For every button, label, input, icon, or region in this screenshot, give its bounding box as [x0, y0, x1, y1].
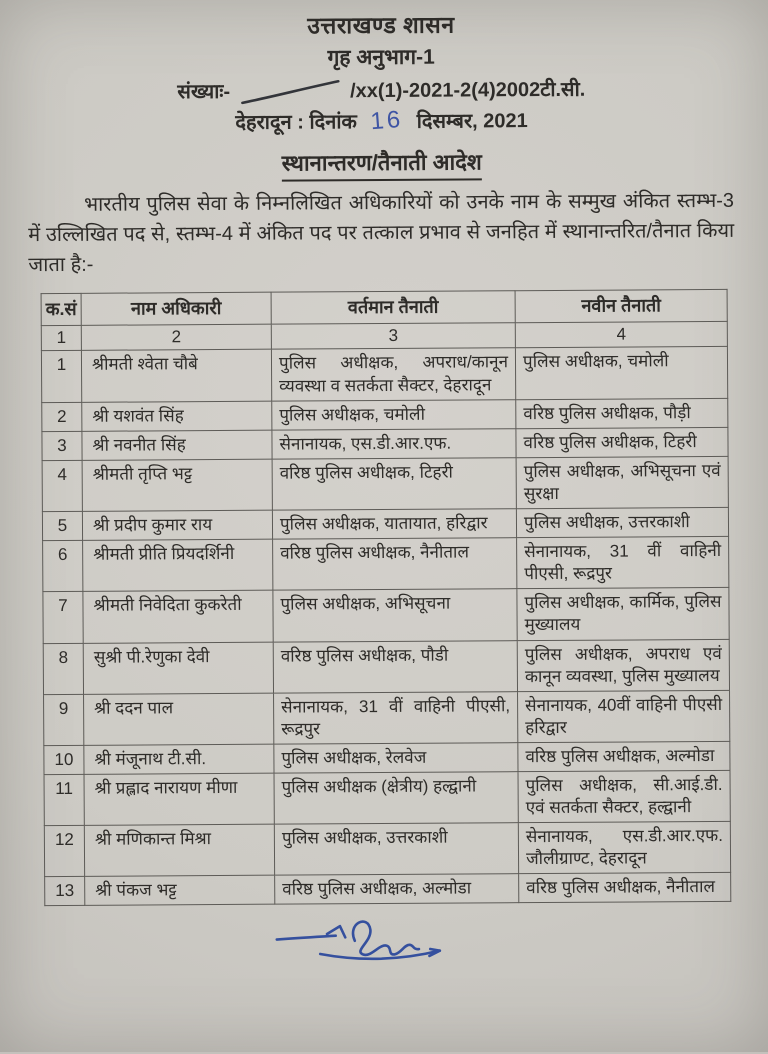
cell-serial: 11 [44, 774, 84, 825]
title-row [0, 145, 766, 184]
order-table-body [41, 347, 730, 906]
cell-current-posting: वरिष्ठ पुलिस अधीक्षक, अल्मोडा [275, 874, 519, 905]
cell-officer-name: श्रीमती निवेदिता कुकरेती [83, 591, 273, 643]
cell-new-posting: वरिष्ठ पुलिस अधीक्षक, अल्मोडा [518, 741, 730, 771]
table-row [44, 690, 730, 745]
table-row [43, 537, 729, 592]
cell-officer-name: श्रीमती प्रीति प्रियदर्शिनी [83, 539, 273, 591]
cell-current-posting: पुलिस अधीक्षक, अपराध/कानून व्यवस्था व सतर्कता सैक्टर, देहरादून [271, 348, 515, 401]
date-tail: दिसम्बर, 2021 [416, 110, 528, 133]
cell-current-posting: वरिष्ठ पुलिस अधीक्षक, पौडी [273, 640, 517, 693]
table-row [44, 741, 730, 774]
cell-officer-name: श्री प्रदीप कुमार राय [82, 510, 272, 540]
signature-area [257, 912, 507, 971]
cell-new-posting: पुलिस अधीक्षक, अपराध एवं कानून व्यवस्था, पुलिस मुख्यालय [517, 639, 729, 691]
column-number: 3 [271, 323, 515, 350]
cell-new-posting: पुलिस अधीक्षक, चमोली [515, 347, 727, 399]
cell-serial: 4 [42, 460, 82, 511]
cell-current-posting: पुलिस अधीक्षक, उत्तरकाशी [274, 823, 518, 876]
table-row [44, 770, 730, 825]
transfer-order-table [41, 289, 732, 907]
cell-officer-name: सुश्री पी.रेणुका देवी [83, 642, 273, 694]
cell-current-posting: पुलिस अधीक्षक, चमोली [272, 399, 516, 430]
cell-current-posting: सेनानायक, एस.डी.आर.एफ. [272, 428, 516, 459]
cell-new-posting: वरिष्ठ पुलिस अधीक्षक, टिहरी [516, 427, 728, 457]
cell-serial: 10 [44, 745, 84, 774]
header-row [41, 289, 727, 326]
intro-paragraph: भारतीय पुलिस सेवा के निम्नलिखित अधिकारियों को उनके नाम के सम्मुख अंकित स्तम्भ-3 में उल्लिखित पद से, स्तम्भ-4 में अंकित पद पर तत्काल प्रभाव से जनहित में स्थानान्तरित/तैनात किया जाता है:- [28, 189, 735, 277]
cell-officer-name: श्री ददन पाल [84, 693, 274, 745]
document-header [0, 0, 766, 137]
cell-officer-name: श्री प्रह्लाद नारायण मीणा [84, 773, 274, 825]
cell-new-posting: पुलिस अधीक्षक, सी.आई.डी. एवं सतर्कता सैक्टर, हल्द्वानी [518, 770, 730, 822]
cell-officer-name: श्री मणिकान्त मिश्रा [84, 824, 274, 876]
cell-new-posting: पुलिस अधीक्षक, अभिसूचना एवं सुरक्षा [516, 456, 728, 508]
cell-current-posting: सेनानायक, 31 वीं वाहिनी पीएसी, रूद्रपुर [274, 691, 518, 744]
cell-serial: 3 [42, 431, 82, 460]
cell-serial: 1 [41, 351, 81, 402]
cell-officer-name: श्री नवनीत सिंह [82, 430, 272, 460]
cell-new-posting: पुलिस अधीक्षक, उत्तरकाशी [516, 507, 728, 537]
header-officer-name: नाम अधिकारी [81, 292, 271, 326]
ref-value: /xx(1)-2021-2(4)2002टी.सी. [350, 78, 586, 103]
signature-ink [257, 912, 507, 966]
header-new-posting: नवीन तैनाती [515, 289, 727, 323]
table-row [43, 588, 729, 643]
table-row [42, 398, 728, 431]
place-date-line [0, 105, 766, 138]
header-current-posting: वर्तमान तैनाती [271, 291, 515, 325]
cell-new-posting: सेनानायक, 40वीं वाहिनी पीएसी हरिद्वार [518, 690, 730, 742]
cell-current-posting: पुलिस अधीक्षक, यातायात, हरिद्वार [272, 509, 516, 540]
cell-serial: 9 [44, 694, 84, 745]
cell-new-posting: पुलिस अधीक्षक, कार्मिक, पुलिस मुख्यालय [517, 588, 729, 640]
cell-serial: 7 [43, 592, 83, 643]
handwritten-slash-mark [238, 79, 342, 106]
cell-serial: 5 [42, 511, 82, 540]
department-name: गृह अनुभाग-1 [327, 45, 435, 70]
org-name: उत्तराखण्ड शासन [307, 11, 455, 39]
handwritten-date-day: 16 [369, 105, 405, 136]
cell-serial: 12 [44, 826, 84, 877]
ref-label: संख्याः- [177, 80, 231, 104]
table-row [42, 507, 728, 540]
cell-new-posting: वरिष्ठ पुलिस अधीक्षक, नैनीताल [519, 873, 731, 903]
cell-new-posting: वरिष्ठ पुलिस अधीक्षक, पौड़ी [516, 398, 728, 428]
cell-serial: 6 [43, 540, 83, 591]
table-row [41, 347, 727, 402]
table-row [43, 639, 729, 694]
document-title: स्थानान्तरण/तैनाती आदेश [282, 146, 482, 181]
cell-new-posting: सेनानायक, 31 वीं वाहिनी पीएसी, रूद्रपुर [517, 537, 729, 589]
cell-current-posting: वरिष्ठ पुलिस अधीक्षक, नैनीताल [273, 538, 517, 591]
cell-officer-name: श्री यशवंत सिंह [82, 401, 272, 431]
cell-current-posting: पुलिस अधीक्षक, अभिसूचना [273, 589, 517, 642]
column-number: 2 [81, 325, 271, 351]
header-serial: क.सं [41, 293, 81, 326]
cell-serial: 8 [43, 643, 83, 694]
cell-officer-name: श्री पंकज भट्ट [85, 876, 275, 906]
table-row [42, 456, 728, 511]
cell-officer-name: श्रीमती तृप्ति भट्ट [82, 459, 272, 511]
cell-current-posting: पुलिस अधीक्षक, रेलवेज [274, 743, 518, 774]
cell-serial: 13 [45, 877, 85, 906]
table-head [41, 289, 727, 351]
column-number: 4 [515, 322, 727, 348]
reference-number-line [0, 74, 765, 106]
cell-officer-name: श्रीमती श्वेता चौबे [81, 350, 271, 402]
table-row [44, 822, 730, 877]
place-date-label: देहरादून : दिनांक [235, 111, 357, 134]
cell-current-posting: वरिष्ठ पुलिस अधीक्षक, टिहरी [272, 458, 516, 511]
column-number: 1 [41, 326, 81, 351]
table-row [42, 427, 728, 460]
cell-new-posting: सेनानायक, एस.डी.आर.एफ. जौलीग्राण्ट, देहरादून [518, 822, 730, 874]
cell-current-posting: पुलिस अधीक्षक (क्षेत्रीय) हल्द्वानी [274, 772, 518, 825]
cell-officer-name: श्री मंजूनाथ टी.सी. [84, 744, 274, 774]
table-row [45, 873, 731, 906]
cell-serial: 2 [42, 402, 82, 431]
